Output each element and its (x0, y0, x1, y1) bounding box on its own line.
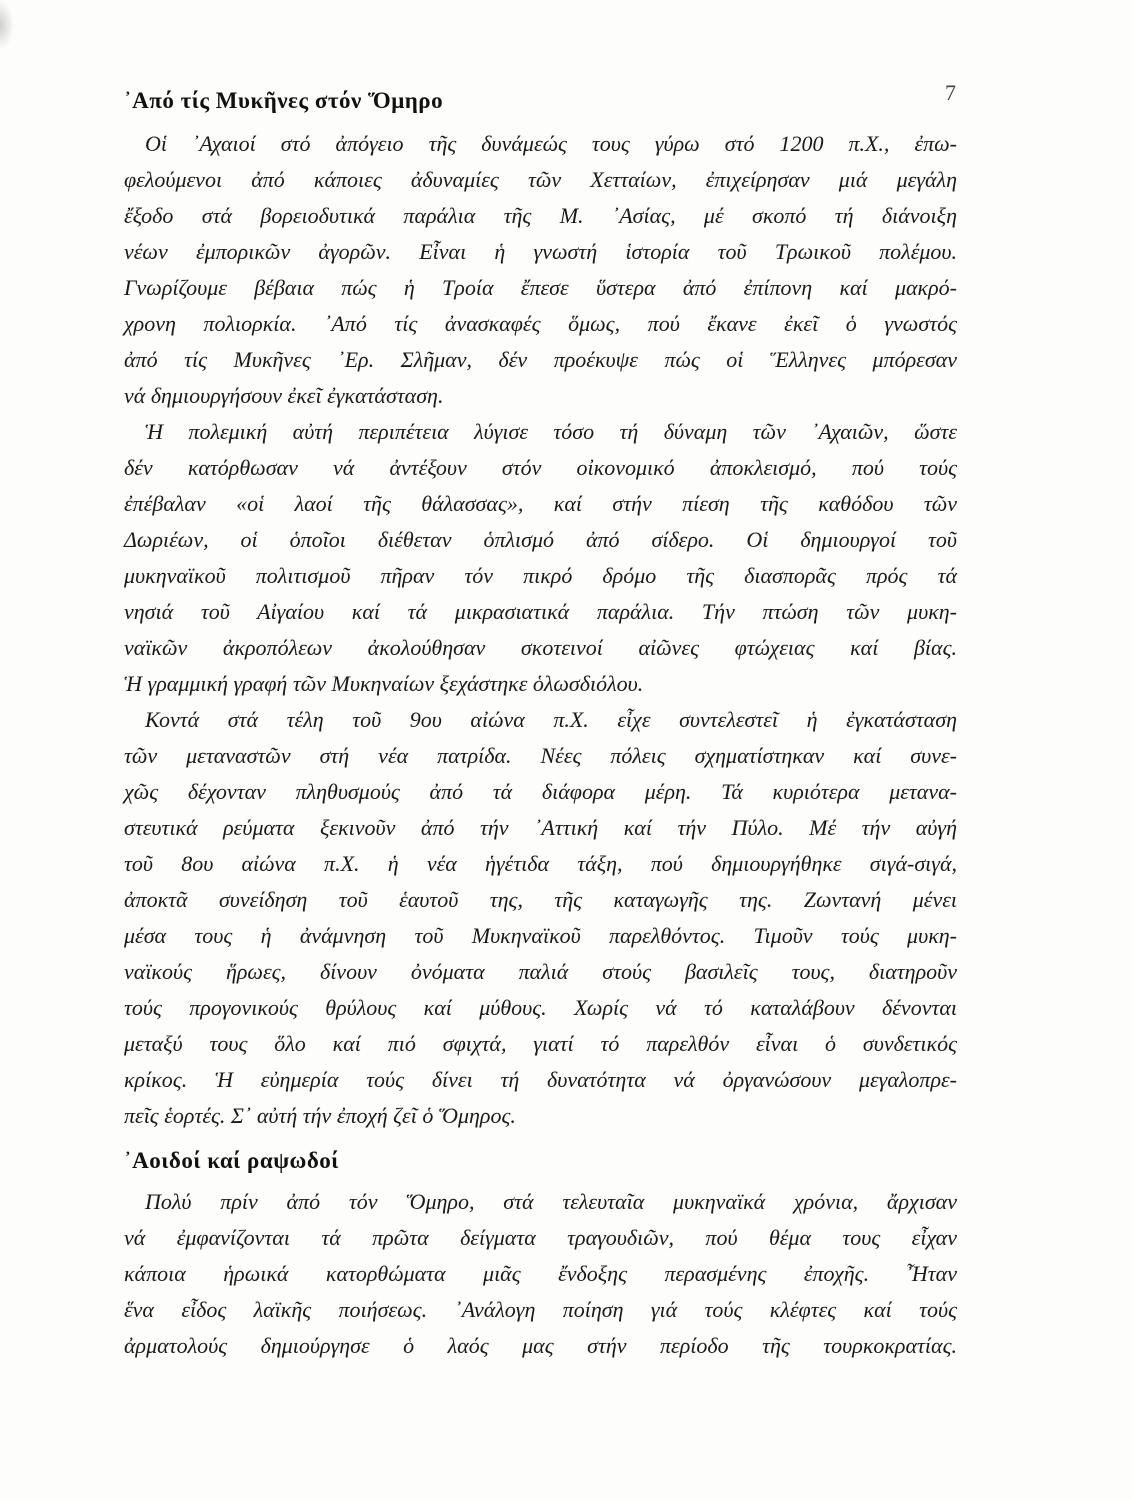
text-line: Δωριέων, οἱ ὁποῖοι διέθεταν ὁπλισμό ἀπό σίδερο. Οἱ δημιουργοί τοῦ (124, 527, 957, 552)
text-line: τούς προγονικούς θρύλους καί μύθους. Χωρίς νά τό καταλάβουν δένονται (124, 995, 957, 1020)
text-line: χρονη πολιορκία. ᾿Από τίς ἀνασκαφές ὅμως, πού ἔκανε ἐκεῖ ὁ γνωστός (124, 311, 957, 336)
text-line: Ἡ πολεμική αὐτή περιπέτεια λύγισε τόσο τή δύναμη τῶν ᾿Αχαιῶν, ὥστε (145, 419, 957, 444)
text-line: φελούμενοι ἀπό κάποιες ἀδυναμίες τῶν Χετταίων, ἐπιχείρησαν μιά μεγάλη (124, 167, 957, 192)
section-heading-aoidoi-rhapsodes: ᾿Αοιδοί καί ραψωδοί (124, 1148, 339, 1173)
text-line: νέων ἐμπορικῶν ἀγορῶν. Εἶναι ἡ γνωστή ἱστορία τοῦ Τρωικοῦ πολέμου. (124, 239, 957, 264)
text-line: τῶν μεταναστῶν στή νέα πατρίδα. Νέες πόλεις σχηματίστηκαν καί συνε- (124, 743, 957, 768)
text-line: νά ἐμφανίζονται τά πρῶτα δείγματα τραγουδιῶν, πού θέμα τους εἶχαν (124, 1225, 957, 1250)
text-line: ἀπό τίς Μυκῆνες ᾿Ερ. Σλῆμαν, δέν προέκυψε πώς οἱ Ἕλληνες μπόρεσαν (124, 347, 957, 372)
text-line: ἔξοδο στά βορειοδυτικά παράλια τῆς Μ. ᾿Ασίας, μέ σκοπό τή διάνοιξη (124, 203, 957, 228)
text-line: στευτικά ρεύματα ξεκινοῦν ἀπό τήν ᾿Αττική καί τήν Πύλο. Μέ τήν αὐγή (124, 815, 957, 840)
section-heading-mycenae-to-homer: ᾿Από τίς Μυκῆνες στόν Ὅμηρο (124, 88, 444, 113)
page-number: 7 (945, 80, 956, 105)
text-line: κρίκος. Ἡ εὐημερία τούς δίνει τή δυνατότητα νά ὀργανώσουν μεγαλοπρε- (124, 1067, 957, 1092)
text-line: χῶς δέχονταν πληθυσμούς ἀπό τά διάφορα μέρη. Τά κυριότερα μετανα- (124, 779, 957, 804)
text-line: μέσα τους ἡ ἀνάμνηση τοῦ Μυκηναϊκοῦ παρελθόντος. Τιμοῦν τούς μυκη- (124, 923, 957, 948)
text-line: Οἱ ᾿Αχαιοί στό ἀπόγειο τῆς δυνάμεώς τους γύρω στό 1200 π.Χ., ἐπω- (145, 131, 957, 156)
text-line: Ἡ γραμμική γραφή τῶν Μυκηναίων ξεχάστηκε ὁλωσδιόλου. (124, 671, 644, 696)
text-line: κάποια ἡρωικά κατορθώματα μιᾶς ἔνδοξης περασμένης ἐποχῆς. Ἦταν (124, 1261, 957, 1286)
text-line: νησιά τοῦ Αἰγαίου καί τά μικρασιατικά παράλια. Τήν πτώση τῶν μυκη- (124, 599, 957, 624)
text-line: ἀποκτᾶ συνείδηση τοῦ ἑαυτοῦ της, τῆς καταγωγῆς της. Ζωντανή μένει (124, 887, 957, 912)
text-line: νά δημιουργήσουν ἐκεῖ ἐγκατάσταση. (124, 383, 444, 408)
text-line: πεῖς ἑορτές. Σ᾿ αὐτή τήν ἐποχή ζεῖ ὁ Ὅμηρος. (124, 1103, 516, 1128)
text-line: ἐπέβαλαν «οἱ λαοί τῆς θάλασσας», καί στήν πίεση τῆς καθόδου τῶν (124, 491, 957, 516)
text-line: τοῦ 8ου αἰώνα π.Χ. ἡ νέα ἡγέτιδα τάξη, πού δημιουργήθηκε σιγά-σιγά, (124, 851, 957, 876)
text-line: μεταξύ τους ὅλο καί πιό σφιχτά, γιατί τό παρελθόν εἶναι ὁ συνδετικός (124, 1031, 957, 1056)
scan-edge-shadow (0, 0, 14, 50)
text-line: ἕνα εἶδος λαϊκῆς ποιήσεως. ᾿Ανάλογη ποίηση γιά τούς κλέφτες καί τούς (124, 1297, 957, 1322)
text-line: δέν κατόρθωσαν νά ἀντέξουν στόν οἰκονομικό ἀποκλεισμό, πού τούς (124, 455, 957, 480)
text-line: Γνωρίζουμε βέβαια πώς ἡ Τροία ἔπεσε ὕστερα ἀπό ἐπίπονη καί μακρό- (124, 275, 957, 300)
text-line: ναϊκῶν ἀκροπόλεων ἀκολούθησαν σκοτεινοί αἰῶνες φτώχειας καί βίας. (124, 635, 957, 660)
text-line: Πολύ πρίν ἀπό τόν Ὅμηρο, στά τελευταῖα μυκηναϊκά χρόνια, ἄρχισαν (145, 1189, 957, 1214)
text-line: ἀρματολούς δημιούργησε ὁ λαός μας στήν περίοδο τῆς τουρκοκρατίας. (124, 1333, 957, 1358)
text-line: μυκηναϊκοῦ πολιτισμοῦ πῆραν τόν πικρό δρόμο τῆς διασπορᾶς πρός τά (124, 563, 957, 588)
text-line: ναϊκούς ἥρωες, δίνουν ὀνόματα παλιά στούς βασιλεῖς τους, διατηροῦν (124, 959, 957, 984)
text-line: Κοντά στά τέλη τοῦ 9ου αἰώνα π.Χ. εἶχε συντελεστεῖ ἡ ἐγκατάσταση (145, 707, 957, 732)
